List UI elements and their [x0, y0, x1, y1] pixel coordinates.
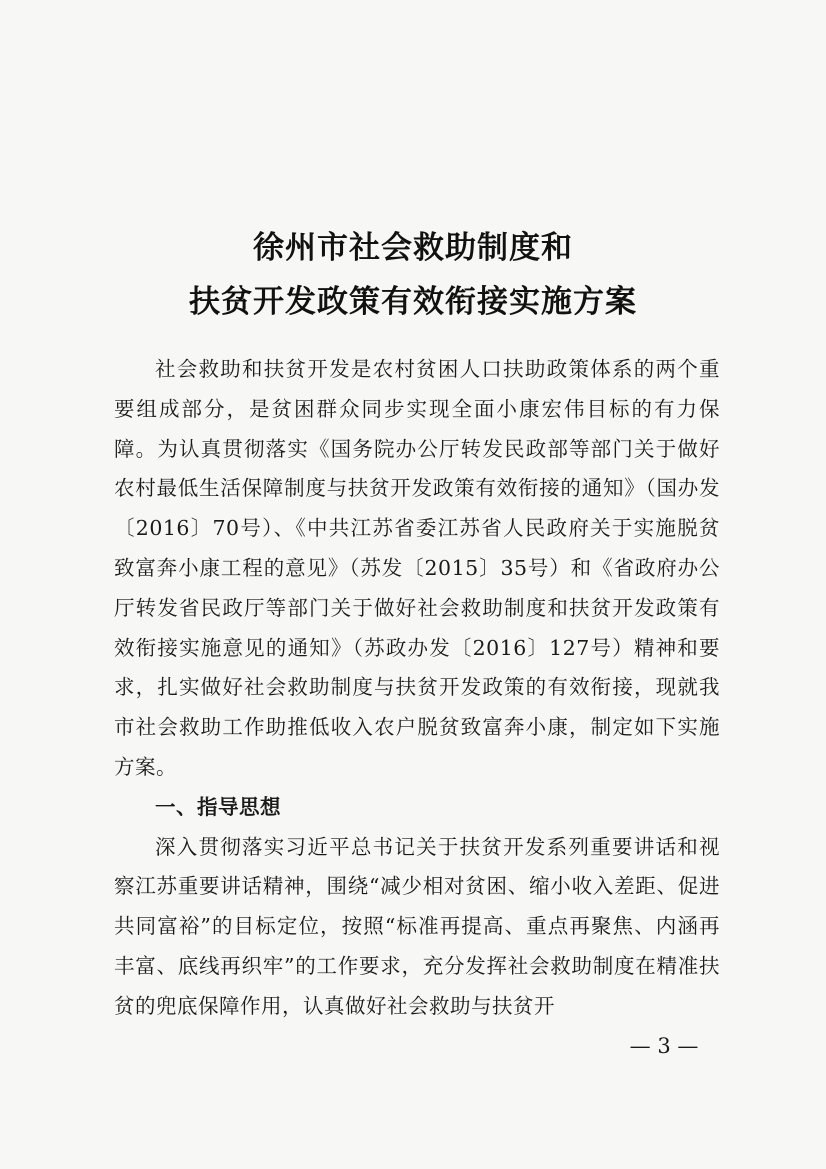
- section-heading-guiding-ideology: 一、指导思想: [155, 794, 281, 819]
- document-title-line-2: 扶贫开发政策有效衔接实施方案: [189, 284, 637, 320]
- intro-paragraph: 社会救助和扶贫开发是农村贫困人口扶助政策体系的两个重要组成部分，是贫困群众同步实现全面小康宏伟目标的有力保障。为认真贯彻落实《国务院办公厅转发民政部等部门关于做好农村最低生活保障制度与扶贫开发政策有效衔接的通知》（国办发〔2016〕70号）、《中共江苏省委江苏省人民政府关于实施脱贫致富奔小康工程的意见》（苏发〔2015〕35号）和《省政府办公厅转发省民政厅等部门关于做好社会救助制度和扶贫开发政策有效衔接实施意见的通知》（苏政办发〔2016〕127号）精神和要求，扎实做好社会救助制度与扶贫开发政策的有效衔接，现就我市社会救助工作助推低收入农户脱贫致富奔小康，制定如下实施方案。: [114, 357, 720, 779]
- page-number: — 3 —: [629, 1034, 699, 1058]
- document-body: [114, 350, 720, 1027]
- document-title-line-1: 徐州市社会救助制度和: [253, 230, 573, 266]
- section-paragraph-guiding-ideology: 深入贯彻落实习近平总书记关于扶贫开发系列重要讲话和视察江苏重要讲话精神，围绕“减少相对贫困、缩小收入差距、促进共同富裕”的目标定位，按照“标准再提高、重点再聚焦、内涵再丰富、底线再织牢”的工作要求，充分发挥社会救助制度在精准扶贫的兜底保障作用，认真做好社会救助与扶贫开: [114, 834, 720, 1018]
